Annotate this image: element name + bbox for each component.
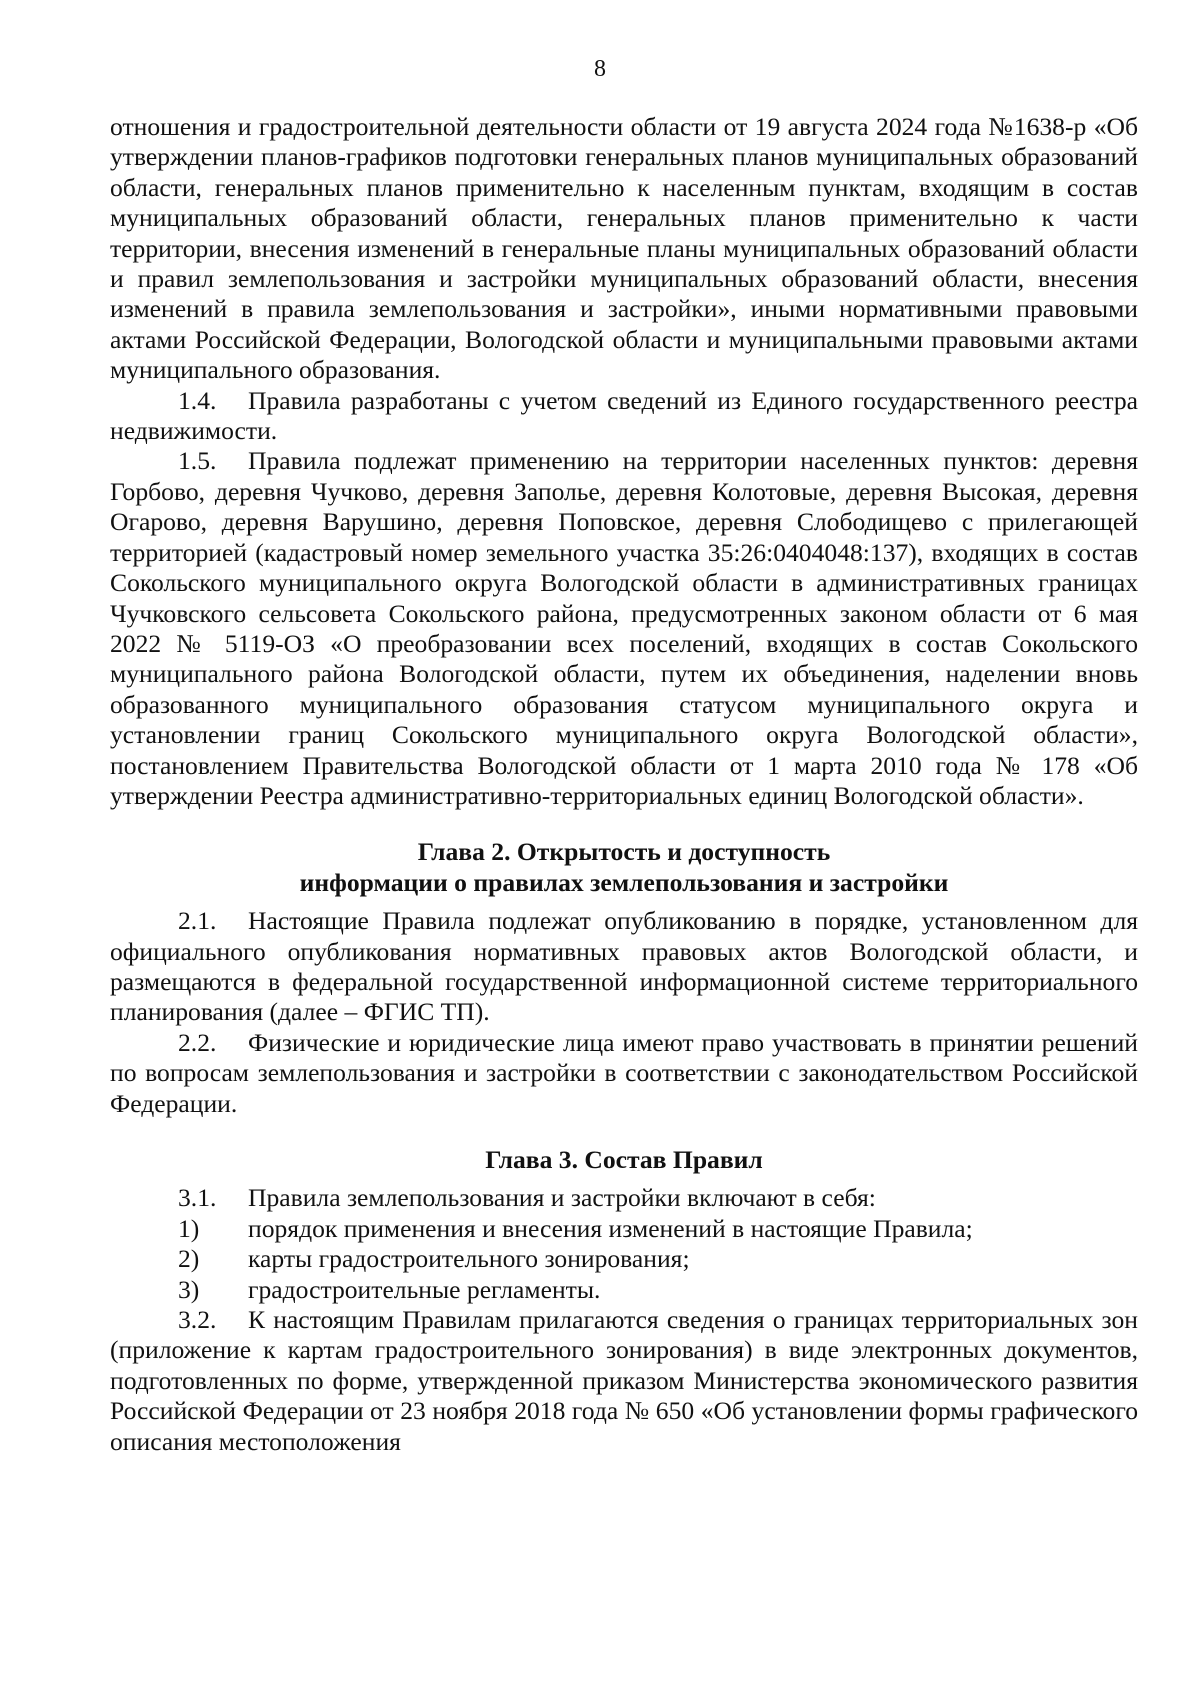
document-body bbox=[110, 112, 1138, 1457]
list-item-number: 3) bbox=[178, 1274, 200, 1304]
list-item bbox=[110, 1275, 1138, 1305]
clause-number: 1.4. bbox=[178, 385, 217, 415]
clause-text: Правила землепользования и застройки включают в себя: bbox=[248, 1183, 876, 1213]
chapter-2-title-line-2: информации о правилах землепользования и застройки bbox=[299, 867, 949, 897]
list-item-number: 2) bbox=[178, 1244, 200, 1274]
clause-number: 1.5. bbox=[178, 446, 217, 476]
clause-text: Настоящие Правила подлежат опубликованию в порядке, установленном для официального опубликования нормативных правовых актов Вологодской области, и размещаются в федеральной государственной информационной системе территориального планирования (далее – ФГИС ТП). bbox=[110, 906, 1138, 1027]
chapter-3-title: Глава 3. Состав Правил bbox=[485, 1145, 763, 1174]
clause-text: К настоящим Правилам прилагаются сведения о границах территориальных зон (приложение к картам градостроительного зонирования) в виде электронных документов, подготовленных по форме, утвержденной приказом Министерства экономического развития Российской Федерации от 23 ноября 2018 года № 650 «Об установлении формы графического описания местоположения bbox=[110, 1305, 1138, 1456]
paragraph-3-2 bbox=[110, 1305, 1138, 1457]
paragraph-1-5 bbox=[110, 446, 1138, 811]
paragraph-2-2 bbox=[110, 1028, 1138, 1119]
clause-number: 3.2. bbox=[178, 1305, 217, 1335]
list-item-number: 1) bbox=[178, 1213, 200, 1243]
paragraph-1-4 bbox=[110, 386, 1138, 447]
list-item-text: градостроительные регламенты. bbox=[248, 1274, 601, 1304]
paragraph-3-1 bbox=[110, 1183, 1138, 1213]
page-number: 8 bbox=[594, 56, 606, 82]
clause-number: 2.1. bbox=[178, 906, 217, 936]
clause-text: Правила подлежат применению на территории населенных пунктов: деревня Горбово, деревня Чучково, деревня Заполье, деревня Колотовые, деревня Высокая, деревня Огарово, деревня Варушино, деревня Поповское, деревня Слободищево с прилегающей территорией (кадастровый номер земельного участка 35:26:0404048:137), входящих в состав Сокольского муниципального округа Вологодской области в административных границах Чучковского сельсовета Сокольского района, предусмотренных законом области от 6 мая 2022 № 5119-ОЗ «О преобразовании всех поселений, входящих в состав Сокольского муниципального района Вологодской области, путем их объединения, наделении вновь образованного муниципального образования статусом муниципального округа и установлении границ Сокольского муниципального округа Вологодской области», постановлением Правительства Вологодской области от 1 марта 2010 года № 178 «Об утверждении Реестра административно-территориальных единиц Вологодской области». bbox=[110, 446, 1138, 810]
list-item-text: порядок применения и внесения изменений в настоящие Правила; bbox=[248, 1213, 973, 1243]
clause-number: 2.2. bbox=[178, 1027, 217, 1057]
list-item bbox=[110, 1214, 1138, 1244]
clause-number: 3.1. bbox=[178, 1183, 217, 1213]
list-item bbox=[110, 1244, 1138, 1274]
paragraph-2-1 bbox=[110, 906, 1138, 1028]
clause-text: Правила разработаны с учетом сведений из Единого государственного реестра недвижимости. bbox=[110, 385, 1138, 446]
clause-text: Физические и юридические лица имеют право участвовать в принятии решений по вопросам землепользования и застройки в соответствии с законодательством Российской Федерации. bbox=[110, 1027, 1138, 1118]
paragraph-continuation: отношения и градостроительной деятельности области от 19 августа 2024 года №1638-р «Об утверждении планов-графиков подготовки генеральных планов муниципальных образований области, генеральных планов применительно к населенным пунктам, входящим в состав муниципальных образований области, генеральных планов применительно к части территории, внесения изменений в генеральные планы муниципальных образований области и правил землепользования и застройки муниципальных образований области, внесения изменений в правила землепользования и застройки», иными нормативными правовыми актами Российской Федерации, Вологодской области и муниципальными правовыми актами муниципального образования. bbox=[110, 112, 1138, 385]
list-item-text: карты градостроительного зонирования; bbox=[248, 1244, 690, 1274]
chapter-2-title-line-1: Глава 2. Открытость и доступность bbox=[417, 837, 831, 867]
